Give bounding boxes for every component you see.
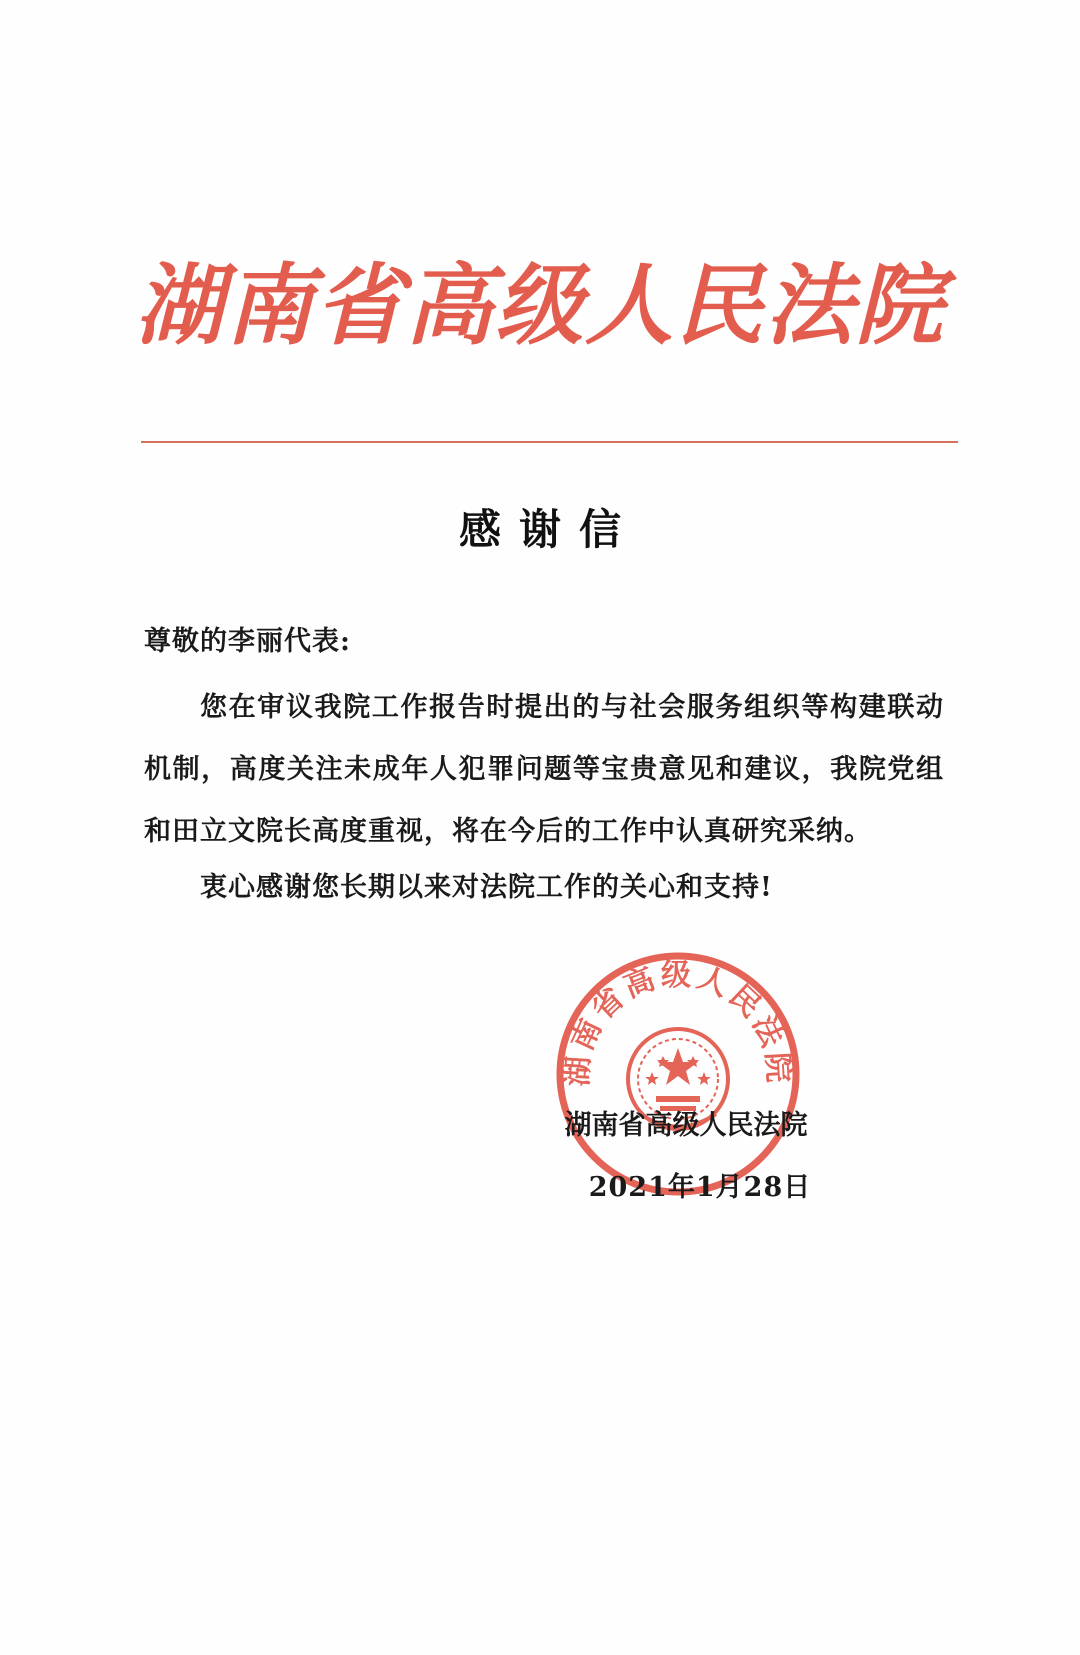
signing-date: 2021年1月28日 — [588, 1172, 812, 1203]
letterhead-title: 湖南省高级人民法院 — [134, 253, 945, 357]
seal-ring-text: 湖南省高级人民法院 — [560, 958, 796, 1088]
letterhead-divider — [141, 441, 958, 443]
body-paragraph-2: 衷心感谢您长期以来对法院工作的关心和支持! — [200, 872, 773, 903]
body-paragraph-1: 您在审议我院工作报告时提出的与社会服务组织等构建联动机制，高度关注未成年人犯罪问题等宝贵意见和建议，我院党组和田立文院长高度重视，将在今后的工作中认真研究采纳。 — [144, 692, 944, 847]
salutation: 尊敬的李丽代表: — [144, 626, 351, 657]
official-seal — [548, 944, 808, 1204]
signer-name: 湖南省高级人民法院 — [564, 1110, 808, 1141]
letter-title: 感谢信 — [458, 505, 639, 554]
